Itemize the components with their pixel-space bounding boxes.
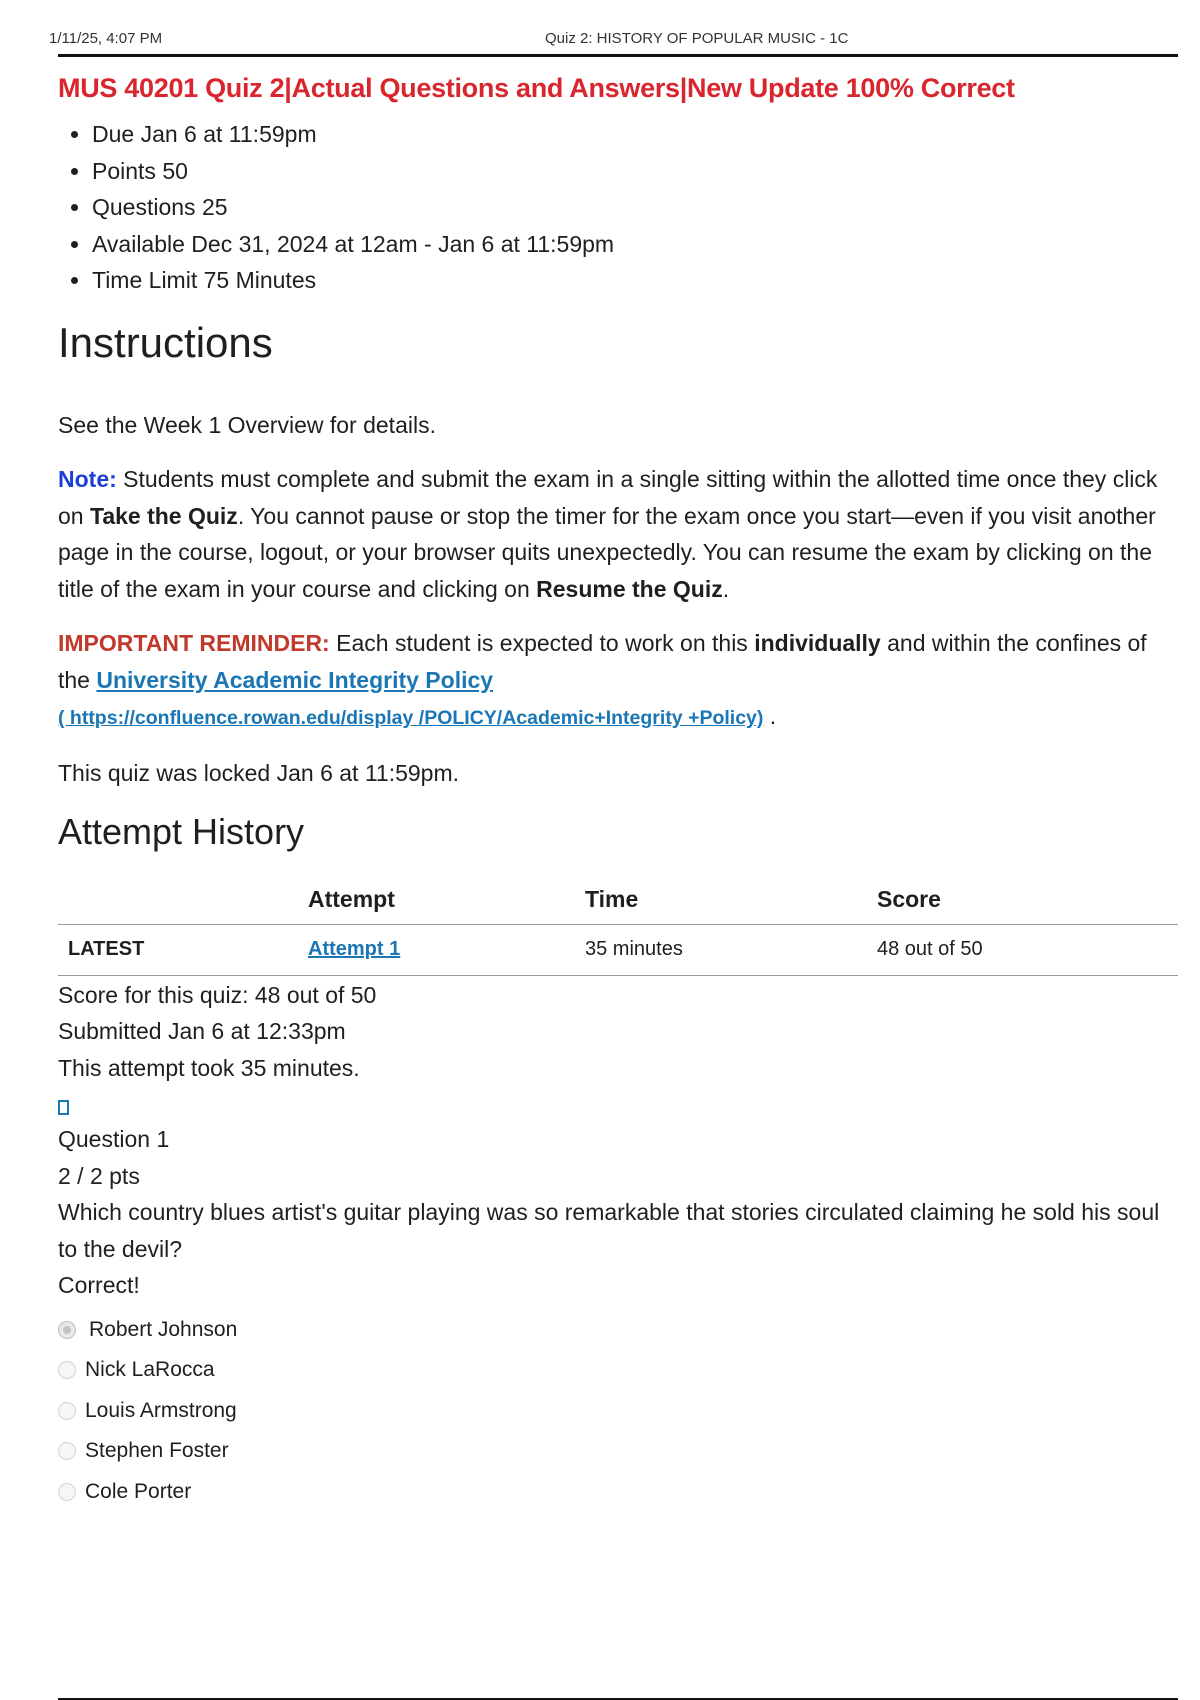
attempt-time: 35 minutes <box>585 924 877 975</box>
attempt-table-header <box>58 876 1178 925</box>
note-take-quiz: Take the Quiz <box>89 502 238 529</box>
meta-questions: • Questions 25 <box>92 189 1178 226</box>
quiz-page <box>58 66 1178 1512</box>
column-header-status <box>58 876 308 925</box>
attempt-history-table <box>58 876 1178 976</box>
column-header-attempt: Attempt <box>308 876 585 925</box>
quiz-locked-text: This quiz was locked Jan 6 at 11:59pm. <box>58 760 460 786</box>
quiz-meta-list <box>58 116 1178 299</box>
attempt-summary <box>58 977 1178 1087</box>
print-datetime: 1/11/25, 4:07 PM <box>49 30 163 47</box>
print-document-title: Quiz 2: HISTORY OF POPULAR MUSIC - 1C <box>545 30 849 47</box>
column-header-score: Score <box>877 876 1178 925</box>
note-label: Note: <box>58 466 117 492</box>
answer-label: Stephen Foster <box>85 1439 229 1463</box>
radio-button[interactable] <box>58 1442 76 1460</box>
submitted-text: Submitted Jan 6 at 12:33pm <box>58 1018 346 1044</box>
meta-due: • Due Jan 6 at 11:59pm <box>92 116 1178 153</box>
answer-label: Cole Porter <box>85 1479 192 1503</box>
reminder-label: IMPORTANT REMINDER: <box>58 630 330 656</box>
attempt-cell <box>308 924 585 975</box>
note-resume-quiz: Resume the Quiz <box>536 575 723 602</box>
answer-option[interactable] <box>58 1472 1178 1513</box>
quiz-score-text: Score for this quiz: 48 out of 50 <box>58 981 377 1008</box>
meta-points: • Points 50 <box>92 153 1178 190</box>
print-header <box>0 28 1200 50</box>
attempt-duration-text: This attempt took 35 minutes. <box>58 1054 360 1081</box>
note-text: . <box>722 575 730 602</box>
page-title: MUS 40201 Quiz 2|Actual Questions and Answers|New Update 100% Correct <box>58 73 1015 103</box>
answer-label: Louis Armstrong <box>85 1398 237 1422</box>
answer-label: Robert Johnson <box>89 1317 238 1341</box>
meta-time-limit: • Time Limit 75 Minutes <box>92 262 1178 299</box>
week-overview-text: See the Week 1 Overview for details. <box>58 411 436 438</box>
question-1 <box>58 1121 1178 1304</box>
header-divider <box>58 54 1178 57</box>
attempt-score: 48 out of 50 <box>877 924 1178 975</box>
question-text: Which country blues artist's guitar playing was so remarkable that stories circulated claiming he sold his soul to the devil? <box>58 1199 1160 1262</box>
note-text: Students must complete and submit the exam in a single sitting within the allotted time once they click on <box>58 466 1158 529</box>
reminder-text: Each student is expected to work on this <box>329 630 755 656</box>
reminder-paragraph <box>58 625 1178 735</box>
column-header-time: Time <box>585 876 877 925</box>
instructions-heading: Instructions <box>58 318 273 366</box>
attempt-history-heading: Attempt History <box>58 810 305 852</box>
answer-option[interactable] <box>58 1310 1178 1351</box>
radio-button[interactable] <box>58 1402 76 1420</box>
flag-icon[interactable] <box>58 1100 69 1115</box>
question-number: Question 1 <box>58 1126 170 1152</box>
answer-option[interactable] <box>58 1350 1178 1391</box>
academic-integrity-policy-url[interactable]: ( https://confluence.rowan.edu/display /POLICY/Academic+Integrity +Policy) <box>58 707 764 729</box>
answer-label: Nick LaRocca <box>85 1358 215 1382</box>
radio-button-selected[interactable] <box>58 1321 76 1339</box>
meta-available: • Available Dec 31, 2024 at 12am - Jan 6 at 11:59pm <box>92 226 1178 263</box>
note-text: . You cannot pause or stop the timer for the exam once you start—even if you visit another page in the course, logout, or your browser quits unexpectedly. You can resume the exam by clicking on the title of the exam in your course and clicking on <box>58 502 1156 602</box>
reminder-individually: individually <box>754 630 881 656</box>
answer-list <box>58 1310 1178 1513</box>
question-points: 2 / 2 pts <box>58 1162 140 1189</box>
reminder-text: and within the confines of the <box>58 630 1147 693</box>
attempt-1-link[interactable]: Attempt 1 <box>308 938 401 960</box>
note-paragraph <box>58 461 1178 607</box>
reminder-trailing: . <box>763 703 777 729</box>
answer-option[interactable] <box>58 1431 1178 1472</box>
radio-button[interactable] <box>58 1483 76 1501</box>
question-result: Correct! <box>58 1272 140 1298</box>
attempt-status: LATEST <box>58 924 308 975</box>
radio-button[interactable] <box>58 1361 76 1379</box>
table-row <box>58 924 1178 975</box>
answer-option[interactable] <box>58 1391 1178 1432</box>
academic-integrity-policy-link[interactable]: University Academic Integrity Policy <box>96 666 494 693</box>
